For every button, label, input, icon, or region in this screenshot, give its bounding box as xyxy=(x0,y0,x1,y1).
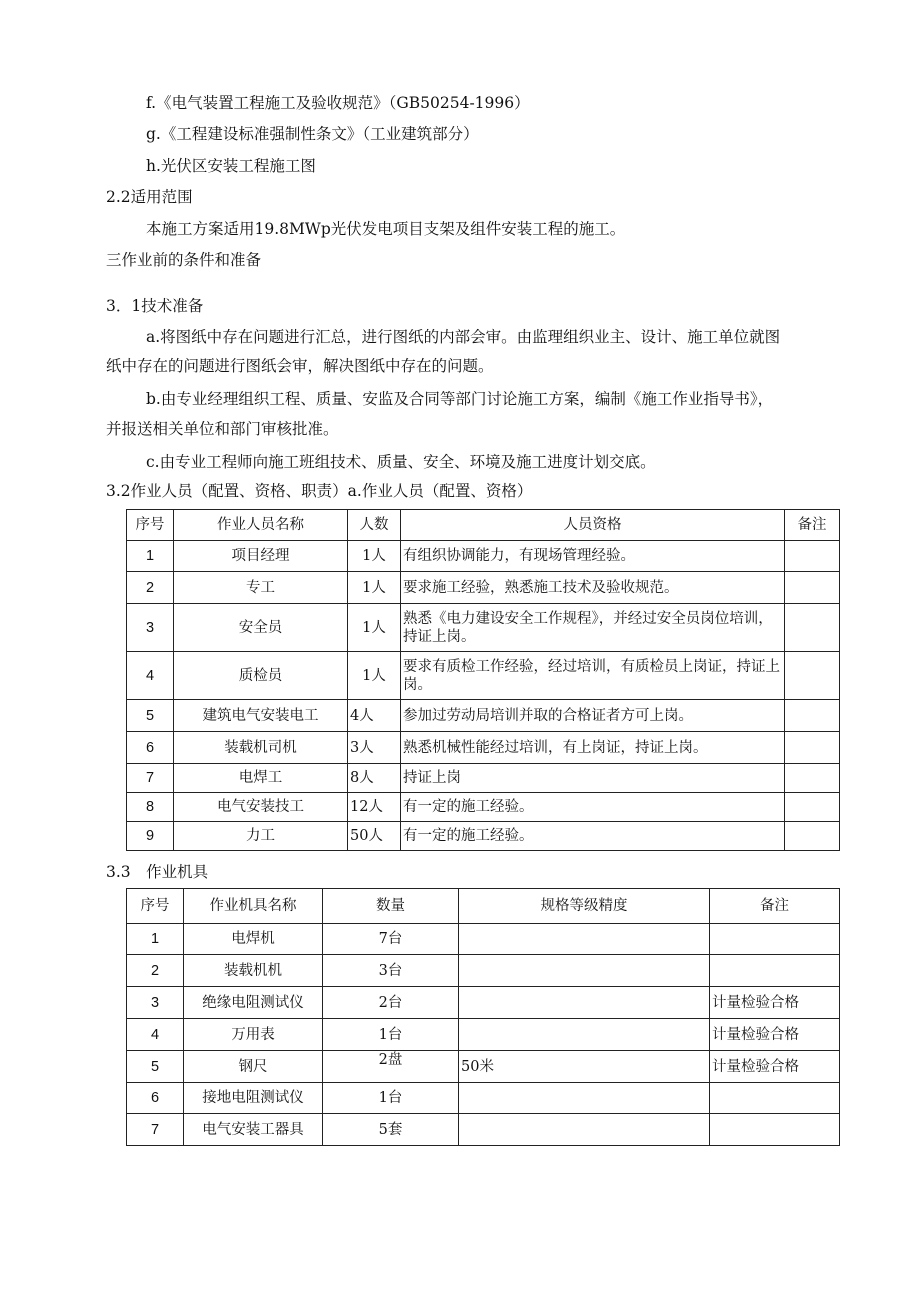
table-row xyxy=(127,987,840,1019)
staff-count: 1人 xyxy=(348,541,401,572)
tool-spec xyxy=(459,1114,710,1146)
item-b-line-2: 并报送相关单位和部门审核批准。 xyxy=(106,420,339,438)
table-row xyxy=(127,572,840,604)
table-row xyxy=(127,955,840,987)
tool-name: 装载机机 xyxy=(184,955,323,987)
staff-no: 2 xyxy=(127,572,174,604)
tool-note xyxy=(710,1114,840,1146)
table-row xyxy=(127,1051,840,1083)
tool-qty: 3台 xyxy=(323,955,459,987)
tool-qty: 2盘 xyxy=(323,1051,459,1083)
staff-note xyxy=(785,700,840,732)
tool-note: 计量检验合格 xyxy=(710,1051,840,1083)
section-2-2-heading: 2.2适用范围 xyxy=(106,188,193,206)
tools-header-note: 备注 xyxy=(710,889,840,924)
tool-note: 计量检验合格 xyxy=(710,1019,840,1051)
tool-no: 2 xyxy=(127,955,184,987)
staff-name: 力工 xyxy=(174,822,348,851)
tool-name: 万用表 xyxy=(184,1019,323,1051)
staff-no: 4 xyxy=(127,652,174,700)
tool-no: 6 xyxy=(127,1083,184,1114)
reference-f: f.《电气装置工程施工及验收规范》（GB50254-1996） xyxy=(146,94,530,112)
staff-no: 9 xyxy=(127,822,174,851)
tool-qty: 1台 xyxy=(323,1019,459,1051)
tools-header-name: 作业机具名称 xyxy=(184,889,323,924)
tools-header-spec: 规格等级精度 xyxy=(459,889,710,924)
tool-name: 绝缘电阻测试仪 xyxy=(184,987,323,1019)
table-row xyxy=(127,924,840,955)
tool-spec xyxy=(459,1083,710,1114)
staff-header-no: 序号 xyxy=(127,510,174,541)
table-row xyxy=(127,700,840,732)
staff-no: 5 xyxy=(127,700,174,732)
tool-no: 1 xyxy=(127,924,184,955)
item-a-line-2: 纸中存在的问题进行图纸会审，解决图纸中存在的问题。 xyxy=(106,357,494,375)
staff-table-header xyxy=(127,510,840,541)
staff-name: 建筑电气安装电工 xyxy=(174,700,348,732)
staff-note xyxy=(785,652,840,700)
staff-note xyxy=(785,541,840,572)
table-row xyxy=(127,604,840,652)
tool-name: 钢尺 xyxy=(184,1051,323,1083)
staff-name: 电焊工 xyxy=(174,764,348,793)
tool-qty: 1台 xyxy=(323,1083,459,1114)
tool-spec: 50米 xyxy=(459,1051,710,1083)
staff-header-count: 人数 xyxy=(348,510,401,541)
reference-h: h.光伏区安装工程施工图 xyxy=(146,157,316,175)
table-row xyxy=(127,1083,840,1114)
section-3-2-heading: 3.2作业人员（配置、资格、职责）a.作业人员（配置、资格） xyxy=(106,482,533,500)
staff-name: 装载机司机 xyxy=(174,732,348,764)
table-row xyxy=(127,764,840,793)
staff-note xyxy=(785,604,840,652)
tools-table-header xyxy=(127,889,840,924)
staff-name: 电气安装技工 xyxy=(174,793,348,822)
reference-g: g.《工程建设标准强制性条文》（工业建筑部分） xyxy=(146,125,479,143)
tool-no: 7 xyxy=(127,1114,184,1146)
tool-note xyxy=(710,1083,840,1114)
staff-header-note: 备注 xyxy=(785,510,840,541)
tool-qty: 5套 xyxy=(323,1114,459,1146)
staff-qualification: 有组织协调能力，有现场管理经验。 xyxy=(401,541,785,572)
section-3-1-heading: 3．1技术准备 xyxy=(106,297,204,315)
table-row xyxy=(127,822,840,851)
tool-spec xyxy=(459,987,710,1019)
staff-count: 4人 xyxy=(348,700,401,732)
tool-no: 3 xyxy=(127,987,184,1019)
staff-no: 3 xyxy=(127,604,174,652)
staff-count: 3人 xyxy=(348,732,401,764)
section-3-3-heading: 3.3 作业机具 xyxy=(106,863,209,881)
staff-name: 项目经理 xyxy=(174,541,348,572)
tool-no: 4 xyxy=(127,1019,184,1051)
staff-qualification: 要求有质检工作经验，经过培训，有质检员上岗证，持证上岗。 xyxy=(401,652,785,700)
tool-name: 接地电阻测试仪 xyxy=(184,1083,323,1114)
tools-table xyxy=(126,888,840,1146)
table-row xyxy=(127,732,840,764)
staff-count: 12人 xyxy=(348,793,401,822)
tool-no: 5 xyxy=(127,1051,184,1083)
staff-header-qualification: 人员资格 xyxy=(401,510,785,541)
table-row xyxy=(127,1114,840,1146)
staff-qualification: 有一定的施工经验。 xyxy=(401,822,785,851)
staff-count: 50人 xyxy=(348,822,401,851)
staff-note xyxy=(785,822,840,851)
staff-no: 1 xyxy=(127,541,174,572)
staff-qualification: 熟悉《电力建设安全工作规程》，并经过安全员岗位培训，持证上岗。 xyxy=(401,604,785,652)
staff-count: 8人 xyxy=(348,764,401,793)
tool-spec xyxy=(459,1019,710,1051)
staff-name: 专工 xyxy=(174,572,348,604)
staff-qualification: 参加过劳动局培训并取的合格证者方可上岗。 xyxy=(401,700,785,732)
staff-table xyxy=(126,509,840,851)
item-c: c.由专业工程师向施工班组技术、质量、安全、环境及施工进度计划交底。 xyxy=(146,453,656,471)
tool-spec xyxy=(459,955,710,987)
staff-name: 质检员 xyxy=(174,652,348,700)
tool-qty: 2台 xyxy=(323,987,459,1019)
table-row xyxy=(127,1019,840,1051)
tool-qty: 7台 xyxy=(323,924,459,955)
tool-note: 计量检验合格 xyxy=(710,987,840,1019)
tools-header-qty: 数量 xyxy=(323,889,459,924)
staff-note xyxy=(785,572,840,604)
staff-count: 1人 xyxy=(348,652,401,700)
table-row xyxy=(127,793,840,822)
tool-spec xyxy=(459,924,710,955)
staff-count: 1人 xyxy=(348,604,401,652)
staff-qualification: 熟悉机械性能经过培训，有上岗证，持证上岗。 xyxy=(401,732,785,764)
table-row xyxy=(127,652,840,700)
staff-name: 安全员 xyxy=(174,604,348,652)
staff-qualification: 要求施工经验，熟悉施工技术及验收规范。 xyxy=(401,572,785,604)
staff-header-name: 作业人员名称 xyxy=(174,510,348,541)
staff-no: 6 xyxy=(127,732,174,764)
tool-note xyxy=(710,924,840,955)
tool-name: 电气安装工器具 xyxy=(184,1114,323,1146)
staff-no: 8 xyxy=(127,793,174,822)
staff-qualification: 有一定的施工经验。 xyxy=(401,793,785,822)
section-3-heading: 三作业前的条件和准备 xyxy=(106,251,262,269)
staff-count: 1人 xyxy=(348,572,401,604)
tool-note xyxy=(710,955,840,987)
item-b-line-1: b.由专业经理组织工程、质量、安监及合同等部门讨论施工方案，编制《施工作业指导书》， xyxy=(146,390,774,408)
staff-qualification: 持证上岗 xyxy=(401,764,785,793)
staff-note xyxy=(785,793,840,822)
item-a-line-1: a.将图纸中存在问题进行汇总，进行图纸的内部会审。由监理组织业主、设计、施工单位就图 xyxy=(146,328,781,346)
scope-paragraph: 本施工方案适用19.8MWp光伏发电项目支架及组件安装工程的施工。 xyxy=(146,220,626,238)
staff-note xyxy=(785,764,840,793)
staff-note xyxy=(785,732,840,764)
tools-header-no: 序号 xyxy=(127,889,184,924)
tool-name: 电焊机 xyxy=(184,924,323,955)
table-row xyxy=(127,541,840,572)
staff-no: 7 xyxy=(127,764,174,793)
